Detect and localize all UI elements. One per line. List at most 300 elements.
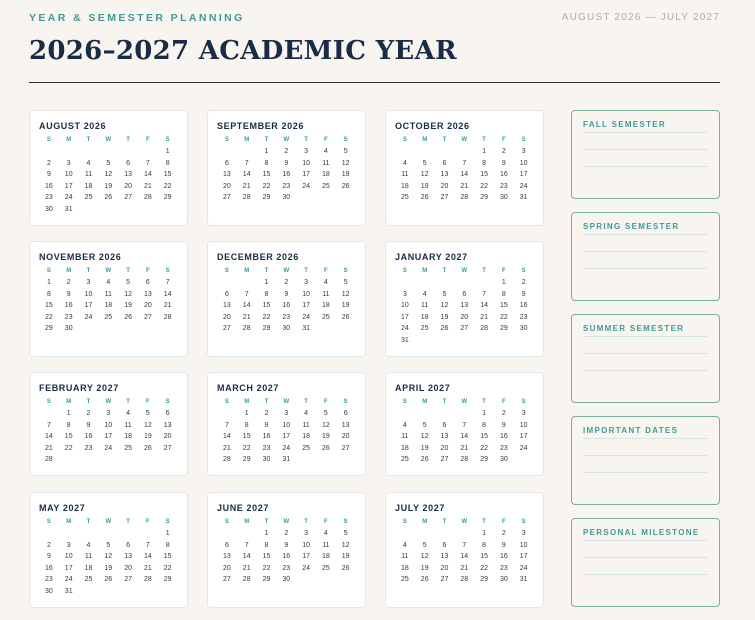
- day-cell: 6: [224, 290, 229, 298]
- day-cell: 22: [242, 444, 251, 452]
- weekday-label: S: [402, 519, 407, 525]
- day-cell: [138, 323, 158, 335]
- day-cell: [296, 454, 316, 466]
- day-cell: [296, 574, 316, 586]
- day-cell: 8: [482, 421, 487, 429]
- weekday-label: T: [304, 399, 308, 405]
- day-cell: 11: [84, 553, 93, 561]
- day-cell: 17: [302, 302, 310, 310]
- weekday-header: [39, 516, 179, 528]
- day-cell: 4: [304, 410, 309, 417]
- day-cell: 10: [64, 553, 73, 561]
- day-cell: 19: [104, 564, 113, 572]
- weekday-label: M: [66, 268, 72, 274]
- day-cell: 11: [84, 171, 93, 179]
- day-cell: [59, 454, 79, 466]
- day-cell: 6: [442, 541, 447, 549]
- day-cell: 12: [341, 290, 350, 298]
- week-row: [395, 563, 535, 575]
- day-cell: 1: [165, 148, 170, 155]
- weekday-label: T: [442, 399, 447, 405]
- day-cell: 9: [284, 541, 289, 549]
- month-card: [385, 492, 544, 608]
- day-cell: [316, 454, 336, 466]
- day-cell: 3: [106, 410, 111, 417]
- week-row: [39, 443, 179, 455]
- day-cell: [118, 528, 138, 540]
- note-line: [583, 166, 708, 167]
- weekday-label: W: [461, 399, 468, 405]
- weekday-label: T: [126, 519, 130, 525]
- month-name: JANUARY 2027: [395, 252, 468, 262]
- notes-card: [571, 416, 720, 505]
- day-cell: 1: [264, 279, 269, 286]
- day-cell: 19: [341, 553, 350, 561]
- day-cell: 24: [401, 325, 409, 333]
- weekday-label: S: [343, 519, 348, 525]
- day-cell: 4: [402, 541, 407, 549]
- week-row: [217, 454, 357, 466]
- weekday-label: M: [244, 268, 250, 274]
- day-cell: 12: [420, 553, 429, 561]
- day-cell: 31: [519, 576, 528, 584]
- day-cell: 2: [501, 530, 506, 537]
- day-cell: 19: [321, 433, 330, 441]
- year-range: AUGUST 2026 — JULY 2027: [561, 12, 720, 23]
- week-row: [395, 300, 535, 312]
- day-cell: 17: [302, 171, 310, 179]
- day-cell: 20: [460, 313, 469, 321]
- day-cell: [138, 528, 158, 540]
- month-name: SEPTEMBER 2026: [217, 121, 304, 131]
- month-name: APRIL 2027: [395, 383, 451, 393]
- week-row: [395, 420, 535, 432]
- month-name: NOVEMBER 2026: [39, 252, 122, 262]
- day-cell: [217, 146, 237, 158]
- day-cell: [79, 323, 99, 335]
- week-row: [395, 574, 535, 586]
- day-cell: 3: [304, 148, 309, 155]
- day-cell: 23: [499, 182, 508, 190]
- day-cell: 8: [482, 541, 487, 549]
- month-name: DECEMBER 2026: [217, 252, 299, 262]
- day-cell: [79, 204, 99, 216]
- day-cell: 27: [163, 444, 172, 452]
- day-cell: [395, 146, 415, 158]
- day-cell: 26: [104, 194, 113, 202]
- day-cell: [474, 335, 494, 347]
- weekday-label: M: [422, 399, 428, 405]
- day-cell: 8: [482, 159, 487, 167]
- day-cell: [98, 528, 118, 540]
- day-cell: 18: [321, 302, 330, 310]
- day-cell: 26: [143, 444, 152, 452]
- day-cell: [158, 323, 178, 335]
- day-cell: 3: [66, 541, 71, 549]
- weekday-label: S: [521, 519, 526, 525]
- note-line: [583, 251, 708, 252]
- week-row: [217, 289, 357, 301]
- day-cell: [98, 204, 118, 216]
- day-cell: 16: [84, 433, 93, 441]
- day-cell: [118, 323, 138, 335]
- day-cell: 13: [440, 171, 449, 179]
- weekday-label: M: [244, 137, 250, 143]
- weekday-label: W: [105, 399, 112, 405]
- day-cell: 28: [143, 576, 152, 584]
- day-cell: 18: [124, 433, 132, 441]
- day-cell: 21: [480, 313, 488, 321]
- weekday-label: W: [283, 399, 290, 405]
- day-cell: [217, 277, 237, 289]
- day-cell: 3: [402, 290, 407, 298]
- day-cell: [138, 586, 158, 598]
- weekday-label: W: [283, 519, 290, 525]
- day-cell: 11: [322, 541, 330, 549]
- day-cell: 14: [143, 171, 152, 179]
- day-cell: 6: [165, 410, 170, 417]
- page-title: 2026–2027 ACADEMIC YEAR: [29, 36, 457, 66]
- day-cell: 3: [304, 279, 309, 286]
- day-cell: [415, 528, 435, 540]
- day-cell: 20: [223, 564, 231, 572]
- day-cell: 21: [45, 444, 53, 452]
- week-row: [395, 335, 535, 347]
- day-cell: 2: [521, 279, 526, 286]
- month-card: [207, 372, 366, 476]
- weekday-label: T: [482, 268, 486, 274]
- day-cell: 22: [163, 182, 172, 190]
- day-cell: 15: [480, 171, 488, 179]
- day-cell: [98, 586, 118, 598]
- day-cell: [138, 454, 158, 466]
- notes-card: [571, 110, 720, 199]
- day-cell: 22: [480, 564, 488, 572]
- day-cell: [217, 528, 237, 540]
- day-cell: 16: [282, 553, 291, 561]
- day-cell: 31: [64, 205, 73, 213]
- day-cell: 19: [420, 444, 429, 452]
- day-cell: 16: [519, 302, 528, 310]
- day-cell: 8: [244, 421, 249, 429]
- day-cell: 7: [244, 290, 249, 298]
- day-cell: [336, 574, 356, 586]
- day-cell: [217, 408, 237, 420]
- day-cell: 21: [242, 182, 251, 190]
- day-cell: 30: [45, 205, 53, 213]
- day-cell: 10: [519, 159, 528, 167]
- day-cell: 22: [480, 444, 488, 452]
- weekday-label: F: [502, 268, 506, 274]
- day-cell: 2: [284, 530, 289, 537]
- day-cell: [494, 335, 514, 347]
- day-cell: 2: [46, 159, 51, 167]
- weekday-label: S: [165, 137, 170, 143]
- day-cell: 3: [284, 410, 289, 417]
- day-cell: 16: [64, 302, 73, 310]
- day-cell: 20: [223, 313, 231, 321]
- weekday-label: M: [422, 268, 428, 274]
- day-cell: 7: [482, 290, 487, 298]
- week-row: [217, 431, 357, 443]
- day-cell: 20: [223, 182, 231, 190]
- day-cell: 7: [145, 159, 150, 167]
- week-row: [39, 586, 179, 598]
- day-cell: 20: [440, 564, 449, 572]
- notes-card-title: SPRING SEMESTER: [583, 222, 680, 231]
- day-cell: 1: [264, 530, 269, 537]
- day-cell: 5: [126, 279, 131, 286]
- day-cell: 17: [519, 171, 528, 179]
- weekday-label: T: [264, 268, 269, 274]
- day-cell: 2: [86, 410, 91, 417]
- note-line: [583, 574, 708, 575]
- day-cell: 7: [462, 421, 467, 429]
- day-cell: 19: [143, 433, 152, 441]
- day-cell: 7: [244, 159, 249, 167]
- week-row: [39, 551, 179, 563]
- weekday-label: M: [66, 137, 72, 143]
- weekday-label: W: [283, 137, 290, 143]
- weekday-label: S: [402, 137, 407, 143]
- day-cell: 22: [480, 182, 488, 190]
- weekday-label: M: [66, 399, 72, 405]
- day-cell: 3: [521, 148, 526, 155]
- day-cell: [415, 146, 435, 158]
- day-cell: 12: [341, 159, 350, 167]
- note-line: [583, 268, 708, 269]
- day-cell: [454, 335, 474, 347]
- day-cell: 29: [262, 194, 271, 202]
- day-cell: 27: [440, 456, 449, 464]
- day-cell: 30: [499, 456, 508, 464]
- weekday-label: S: [165, 268, 170, 274]
- day-cell: 26: [321, 444, 330, 452]
- day-cell: 26: [104, 576, 113, 584]
- day-cell: 18: [84, 564, 93, 572]
- day-cell: 15: [45, 302, 53, 310]
- day-cell: 5: [422, 421, 427, 429]
- day-cell: 14: [460, 553, 469, 561]
- day-cell: 15: [499, 302, 508, 310]
- weekday-header: [217, 396, 357, 408]
- day-cell: 1: [482, 148, 487, 155]
- day-cell: 11: [401, 553, 409, 561]
- month-card: [29, 110, 188, 226]
- day-cell: 19: [440, 313, 449, 321]
- day-cell: 28: [460, 576, 469, 584]
- day-cell: 18: [321, 553, 330, 561]
- day-cell: 30: [45, 587, 53, 595]
- day-cell: 26: [124, 313, 132, 321]
- week-row: [39, 146, 179, 158]
- weekday-label: W: [105, 519, 112, 525]
- week-row: [217, 158, 357, 170]
- day-cell: [98, 323, 118, 335]
- day-cell: 12: [124, 290, 132, 298]
- day-cell: 18: [401, 444, 409, 452]
- week-row: [395, 454, 535, 466]
- day-cell: 11: [124, 421, 132, 429]
- day-cell: 1: [482, 530, 487, 537]
- weekday-label: T: [482, 137, 486, 143]
- day-cell: 25: [84, 576, 93, 584]
- month-card: [385, 241, 544, 357]
- day-cell: 28: [460, 456, 469, 464]
- day-cell: 7: [165, 279, 170, 286]
- day-cell: 15: [242, 433, 251, 441]
- day-cell: 31: [282, 456, 291, 464]
- day-cell: [454, 408, 474, 420]
- day-cell: 10: [519, 541, 528, 549]
- day-cell: 6: [442, 421, 447, 429]
- day-cell: [395, 277, 415, 289]
- day-cell: [237, 277, 257, 289]
- weekday-label: S: [165, 519, 170, 525]
- notes-card-title: IMPORTANT DATES: [583, 426, 679, 435]
- day-cell: 28: [163, 313, 172, 321]
- day-cell: 16: [45, 182, 53, 190]
- week-row: [39, 563, 179, 575]
- month-card: [207, 110, 366, 226]
- day-cell: [435, 277, 455, 289]
- day-cell: 4: [106, 279, 111, 286]
- month-name: AUGUST 2026: [39, 121, 107, 131]
- day-cell: 6: [224, 541, 229, 549]
- day-cell: 1: [66, 410, 71, 417]
- day-cell: 4: [323, 148, 328, 155]
- day-cell: [435, 408, 455, 420]
- day-cell: 17: [519, 433, 528, 441]
- day-cell: [39, 408, 59, 420]
- day-cell: 28: [460, 194, 469, 202]
- day-cell: 9: [501, 421, 506, 429]
- day-cell: 28: [242, 576, 251, 584]
- day-cell: 30: [499, 194, 508, 202]
- month-name: FEBRUARY 2027: [39, 383, 119, 393]
- day-cell: 29: [163, 194, 172, 202]
- day-cell: [237, 146, 257, 158]
- day-cell: 8: [165, 541, 170, 549]
- day-cell: 31: [302, 325, 310, 333]
- week-row: [39, 408, 179, 420]
- weekday-header: [39, 265, 179, 277]
- day-cell: [79, 586, 99, 598]
- day-cell: 29: [242, 456, 251, 464]
- day-cell: 3: [304, 530, 309, 537]
- day-cell: 13: [440, 553, 449, 561]
- day-cell: 12: [143, 421, 152, 429]
- day-cell: 15: [480, 433, 488, 441]
- day-cell: 24: [519, 564, 528, 572]
- day-cell: 28: [480, 325, 488, 333]
- weekday-label: F: [502, 137, 506, 143]
- week-row: [217, 192, 357, 204]
- week-row: [39, 431, 179, 443]
- day-cell: 3: [521, 410, 526, 417]
- day-cell: [98, 454, 118, 466]
- day-cell: [98, 146, 118, 158]
- weekday-label: M: [244, 519, 250, 525]
- day-cell: 6: [126, 159, 131, 167]
- day-cell: 8: [46, 290, 51, 298]
- day-cell: 2: [264, 410, 269, 417]
- month-card: [29, 492, 188, 608]
- day-cell: 17: [104, 433, 113, 441]
- day-cell: 10: [302, 159, 310, 167]
- day-cell: 17: [401, 313, 409, 321]
- title-divider: [29, 82, 720, 83]
- day-cell: [138, 204, 158, 216]
- day-cell: 5: [106, 159, 111, 167]
- weekday-header: [395, 265, 535, 277]
- day-cell: 27: [440, 576, 449, 584]
- weekday-label: F: [324, 268, 328, 274]
- day-cell: 10: [84, 290, 93, 298]
- day-cell: 25: [401, 456, 409, 464]
- week-row: [39, 300, 179, 312]
- day-cell: 11: [322, 159, 330, 167]
- day-cell: 22: [499, 313, 508, 321]
- day-cell: 18: [420, 313, 429, 321]
- day-cell: 25: [401, 576, 409, 584]
- weekday-label: F: [146, 519, 150, 525]
- day-cell: 13: [124, 171, 132, 179]
- day-cell: 27: [440, 194, 449, 202]
- weekday-label: S: [46, 268, 51, 274]
- day-cell: 10: [64, 171, 73, 179]
- day-cell: [296, 192, 316, 204]
- week-row: [39, 289, 179, 301]
- day-cell: 11: [302, 421, 310, 429]
- day-cell: 21: [242, 564, 251, 572]
- day-cell: 30: [282, 576, 291, 584]
- day-cell: 21: [460, 564, 469, 572]
- weekday-header: [217, 265, 357, 277]
- weekday-label: S: [343, 137, 348, 143]
- day-cell: 19: [341, 171, 350, 179]
- day-cell: [316, 192, 336, 204]
- day-cell: 29: [45, 325, 53, 333]
- weekday-header: [217, 134, 357, 146]
- weekday-label: T: [442, 268, 447, 274]
- day-cell: 5: [106, 541, 111, 549]
- day-cell: 12: [104, 553, 113, 561]
- day-cell: 12: [104, 171, 113, 179]
- day-cell: 25: [420, 325, 429, 333]
- note-line: [583, 234, 708, 235]
- day-cell: 14: [242, 171, 251, 179]
- week-row: [395, 312, 535, 324]
- day-cell: 22: [45, 313, 53, 321]
- day-cell: 2: [501, 148, 506, 155]
- day-cell: 21: [460, 182, 469, 190]
- day-cell: 7: [145, 541, 150, 549]
- month-card: [207, 492, 366, 608]
- week-row: [39, 574, 179, 586]
- day-cell: 4: [402, 421, 407, 429]
- day-cell: 27: [223, 325, 231, 333]
- day-cell: 24: [519, 182, 528, 190]
- day-cell: 26: [440, 325, 449, 333]
- day-cell: 4: [402, 159, 407, 167]
- day-cell: 23: [64, 313, 73, 321]
- note-line: [583, 455, 708, 456]
- weekday-header: [217, 516, 357, 528]
- notes-card-title: FALL SEMESTER: [583, 120, 666, 129]
- day-cell: 29: [480, 576, 488, 584]
- day-cell: 9: [66, 290, 71, 298]
